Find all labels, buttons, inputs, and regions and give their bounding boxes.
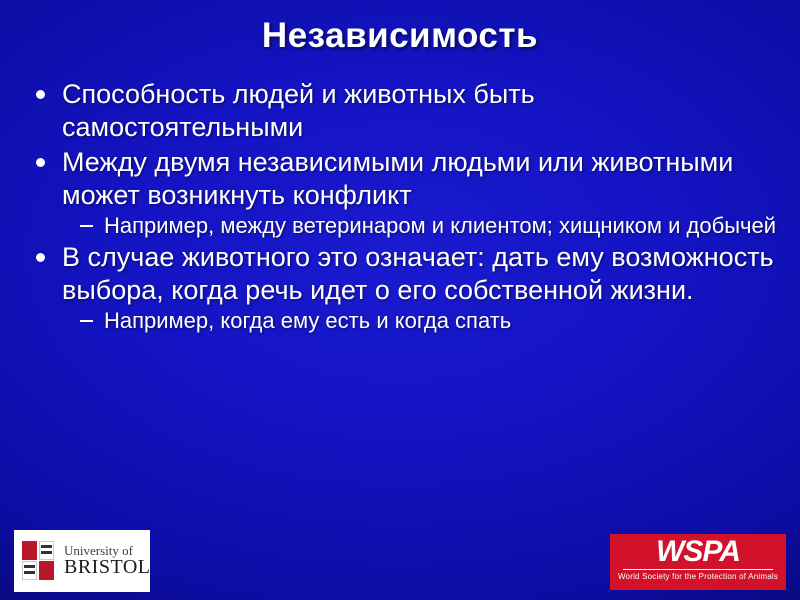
bullet-text: Способность людей и животных быть самостоятельными xyxy=(62,79,535,142)
list-item xyxy=(62,308,778,334)
slide-body xyxy=(22,78,778,336)
wspa-wordmark: WSPA xyxy=(656,535,740,568)
bristol-crest-icon xyxy=(20,539,56,583)
list-item xyxy=(22,241,778,334)
bullet-dash-icon xyxy=(80,320,93,322)
bullet-dot-icon xyxy=(36,158,45,167)
bullet-text: В случае животного это означает: дать ему возможность выбора, когда речь идет о его собственной жизни. xyxy=(62,242,774,305)
bullet-dot-icon xyxy=(36,253,45,262)
sub-bullet-text: Например, когда ему есть и когда спать xyxy=(104,308,512,333)
list-item xyxy=(22,146,778,239)
bullet-text: Между двумя независимыми людьми или животными может возникнуть конфликт xyxy=(62,147,734,210)
university-of-bristol-logo xyxy=(14,530,150,592)
slide-title: Независимость xyxy=(261,16,539,55)
list-item xyxy=(62,213,778,239)
bristol-wordmark xyxy=(64,544,150,579)
bullet-dash-icon xyxy=(80,225,93,227)
bullet-dot-icon xyxy=(36,90,45,99)
wspa-divider xyxy=(623,569,773,570)
bristol-line1: University of xyxy=(64,542,133,558)
sub-bullet-text: Например, между ветеринаром и клиентом; хищником и добычей xyxy=(104,213,777,238)
wspa-subtitle: World Society for the Protection of Animals xyxy=(617,572,779,581)
list-item xyxy=(22,78,778,144)
bullet-list xyxy=(22,78,778,334)
sub-bullet-list xyxy=(62,213,778,239)
wspa-logo xyxy=(610,534,786,590)
sub-bullet-list xyxy=(62,308,778,334)
bristol-line2: BRISTOL xyxy=(64,556,151,579)
